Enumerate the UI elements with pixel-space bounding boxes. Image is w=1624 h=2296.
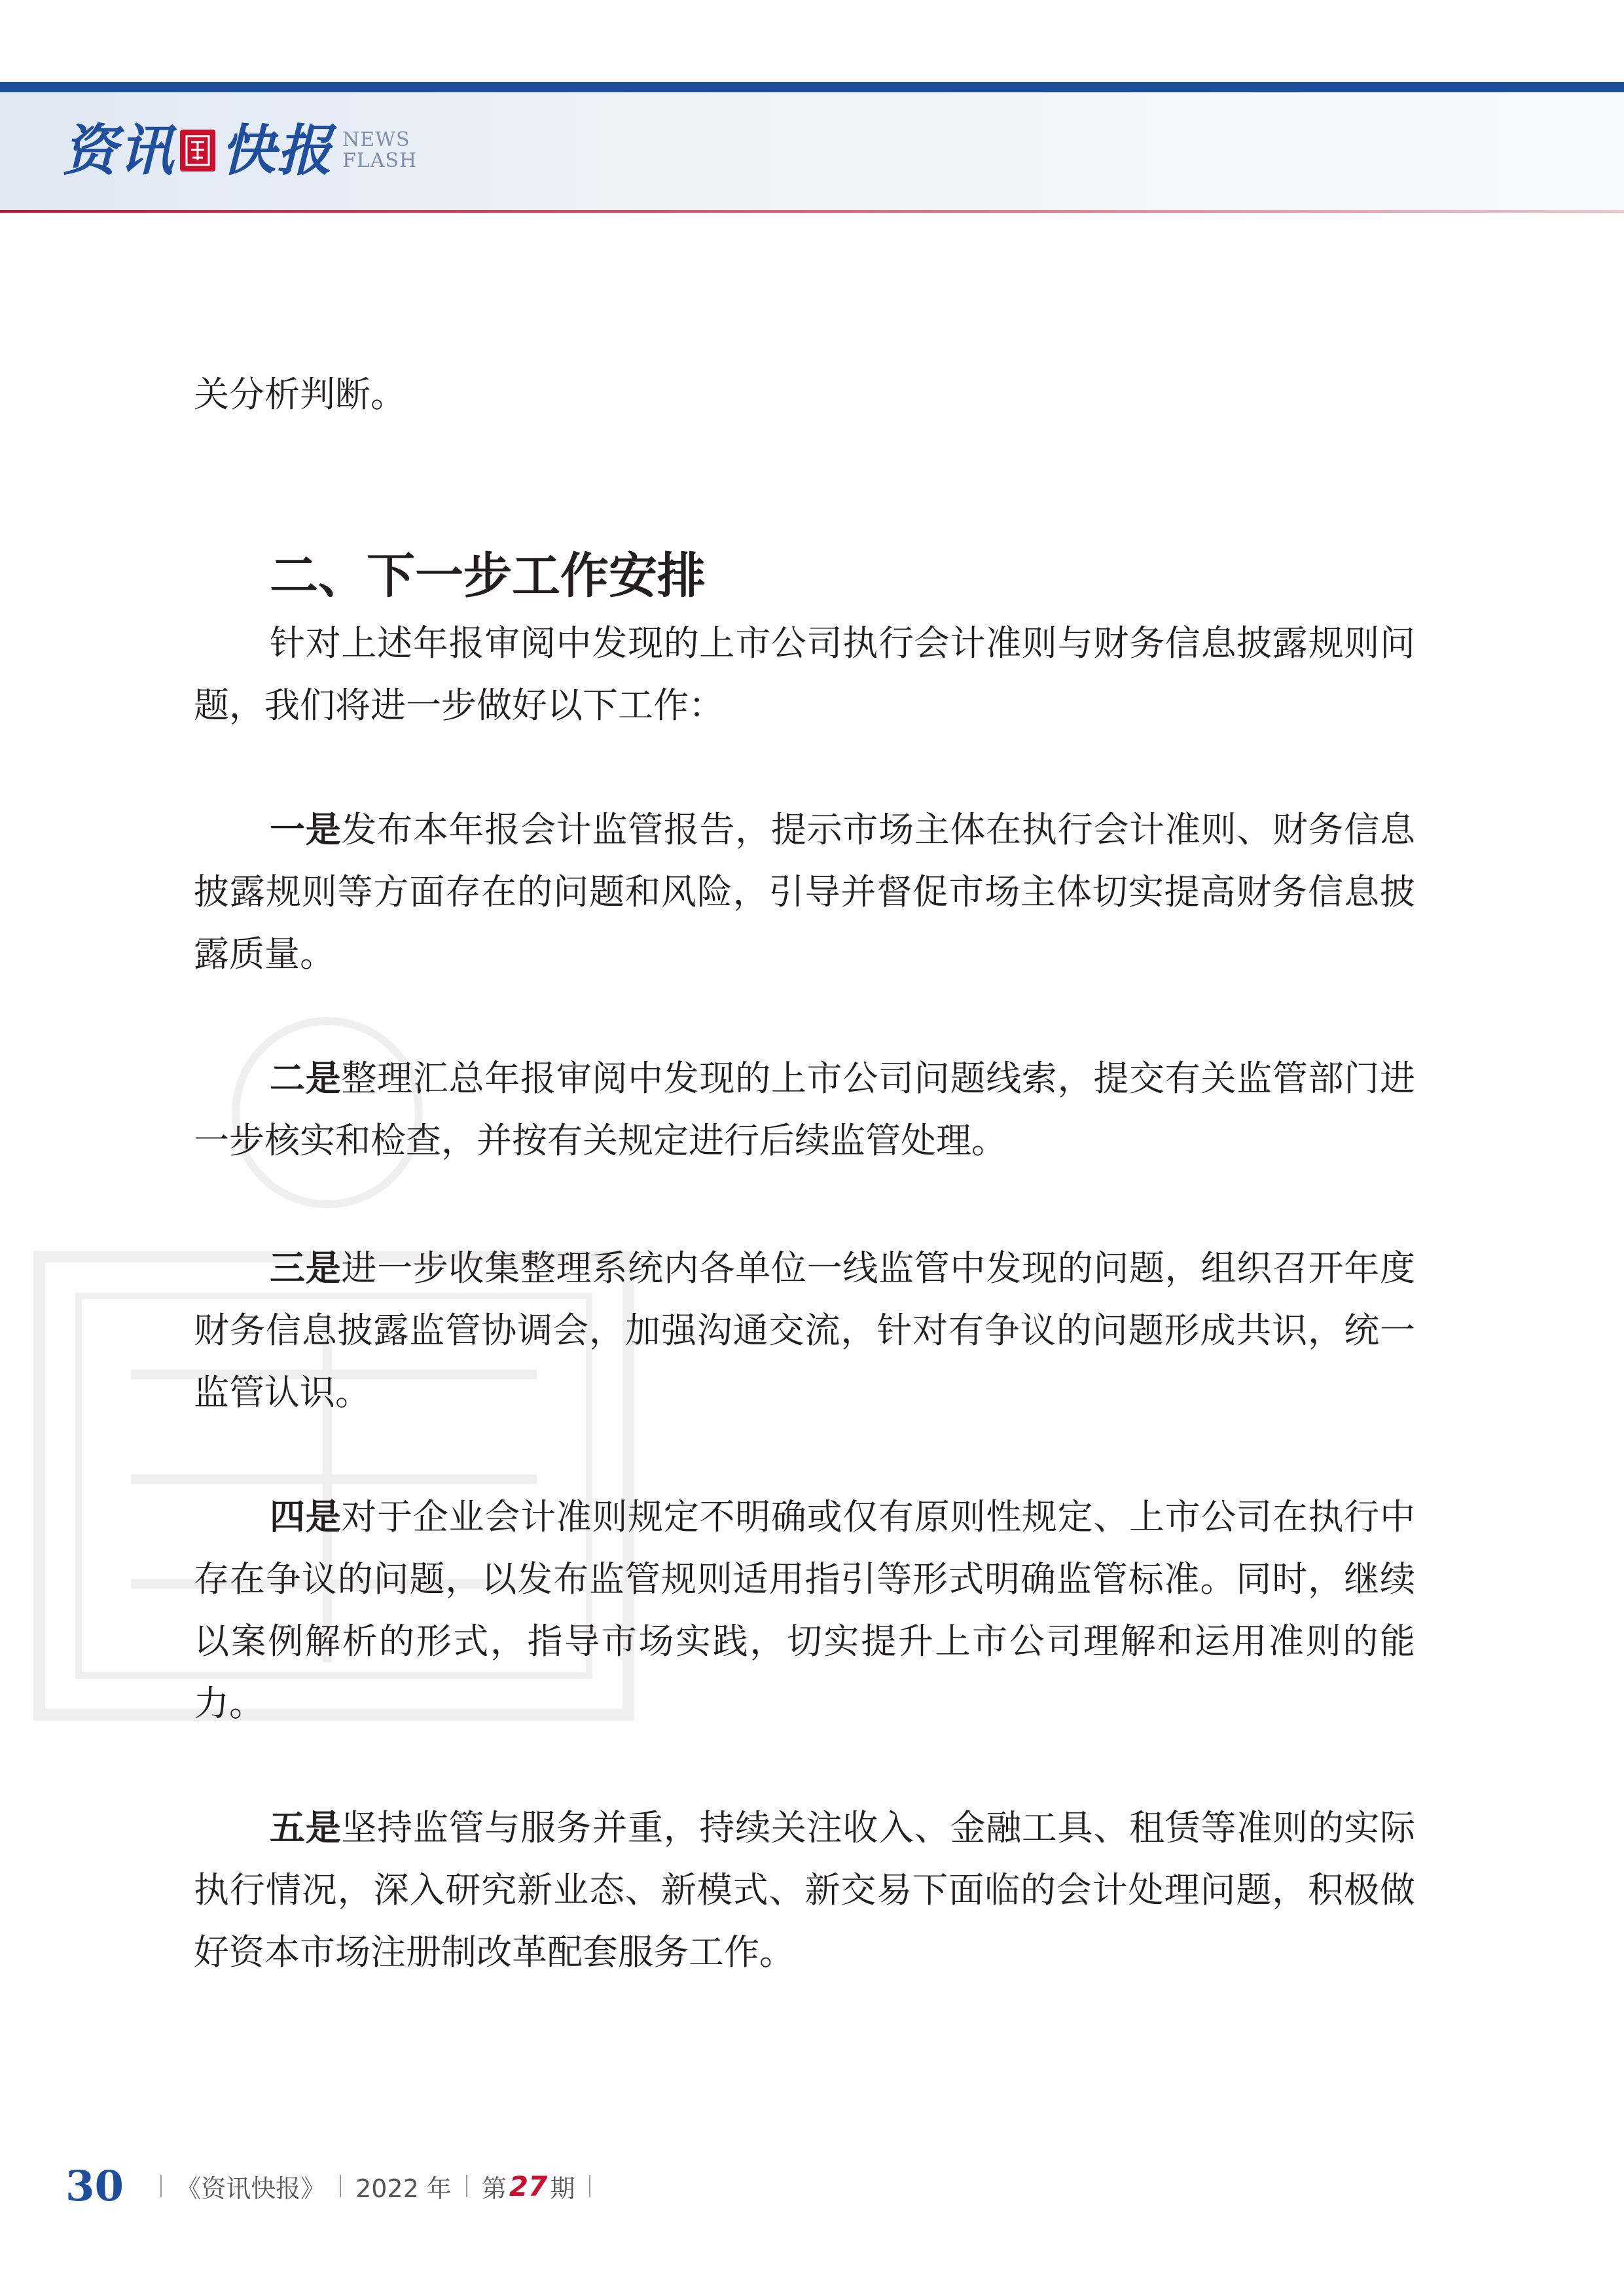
page-footer xyxy=(65,2160,605,2212)
list-item xyxy=(194,1486,1415,1734)
masthead xyxy=(62,115,417,187)
section-heading: 二、下一步工作安排 xyxy=(270,548,706,604)
issue-number: 27 xyxy=(509,2170,548,2202)
item-text: 进一步收集整理系统内各单位一线监管中发现的问题，组织召开年度财务信息披露监管协调会，加强沟通交流，针对有争议的问题形成共识，统一监管认识。 xyxy=(194,1247,1415,1413)
item-text: 发布本年报会计监管报告，提示市场主体在执行会计准则、财务信息披露规则等方面存在的问题和风险，引导并督促市场主体切实提高财务信息披露质量。 xyxy=(194,809,1415,975)
brand-en-line1: NEWS xyxy=(342,128,410,151)
list-item xyxy=(194,1047,1415,1172)
issue-suffix: 期 xyxy=(550,2174,575,2203)
brand-en-line2: FLASH xyxy=(342,149,418,172)
item-text: 坚持监管与服务并重，持续关注收入、金融工具、租赁等准则的实际执行情况，深入研究新业态、新模式、新交易下面临的会计处理问题，积极做好资本市场注册制改革配套服务工作。 xyxy=(194,1807,1415,1973)
page-number: 30 xyxy=(65,2161,124,2211)
item-lead: 一是 xyxy=(270,809,342,850)
header-top-bar xyxy=(0,82,1624,92)
list-item xyxy=(194,1237,1415,1424)
footer-separator xyxy=(466,2175,467,2197)
item-lead: 五是 xyxy=(270,1807,342,1848)
seal-icon xyxy=(180,130,215,171)
brand-left: 资讯 xyxy=(62,118,175,183)
list-item xyxy=(194,798,1415,985)
footer-separator xyxy=(160,2175,162,2197)
issue-prefix: 第 xyxy=(481,2174,507,2203)
carryover-text: 关分析判断。 xyxy=(194,374,406,415)
list-item xyxy=(194,1797,1415,1983)
footer-separator xyxy=(589,2175,590,2197)
header-divider xyxy=(0,210,1624,213)
publication-year: 2022 年 xyxy=(355,2174,452,2203)
item-lead: 二是 xyxy=(270,1058,342,1099)
publication-name: 《资讯快报》 xyxy=(176,2174,326,2203)
footer-separator xyxy=(340,2175,341,2197)
brand-english xyxy=(342,130,417,171)
item-text: 整理汇总年报审阅中发现的上市公司问题线索，提交有关监管部门进一步核实和检查，并按有关规定进行后续监管处理。 xyxy=(194,1058,1415,1161)
item-lead: 四是 xyxy=(270,1496,342,1537)
item-lead: 三是 xyxy=(270,1247,342,1289)
item-text: 对于企业会计准则规定不明确或仅有原则性规定、上市公司在执行中存在争议的问题，以发布监管规则适用指引等形式明确监管标准。同时，继续以案例解析的形式，指导市场实践，切实提升上市公司理解和运用准则的能力。 xyxy=(194,1496,1415,1724)
brand-right: 快报 xyxy=(221,118,334,183)
intro-paragraph: 针对上述年报审阅中发现的上市公司执行会计准则与财务信息披露规则问题，我们将进一步做好以下工作： xyxy=(194,622,1415,726)
